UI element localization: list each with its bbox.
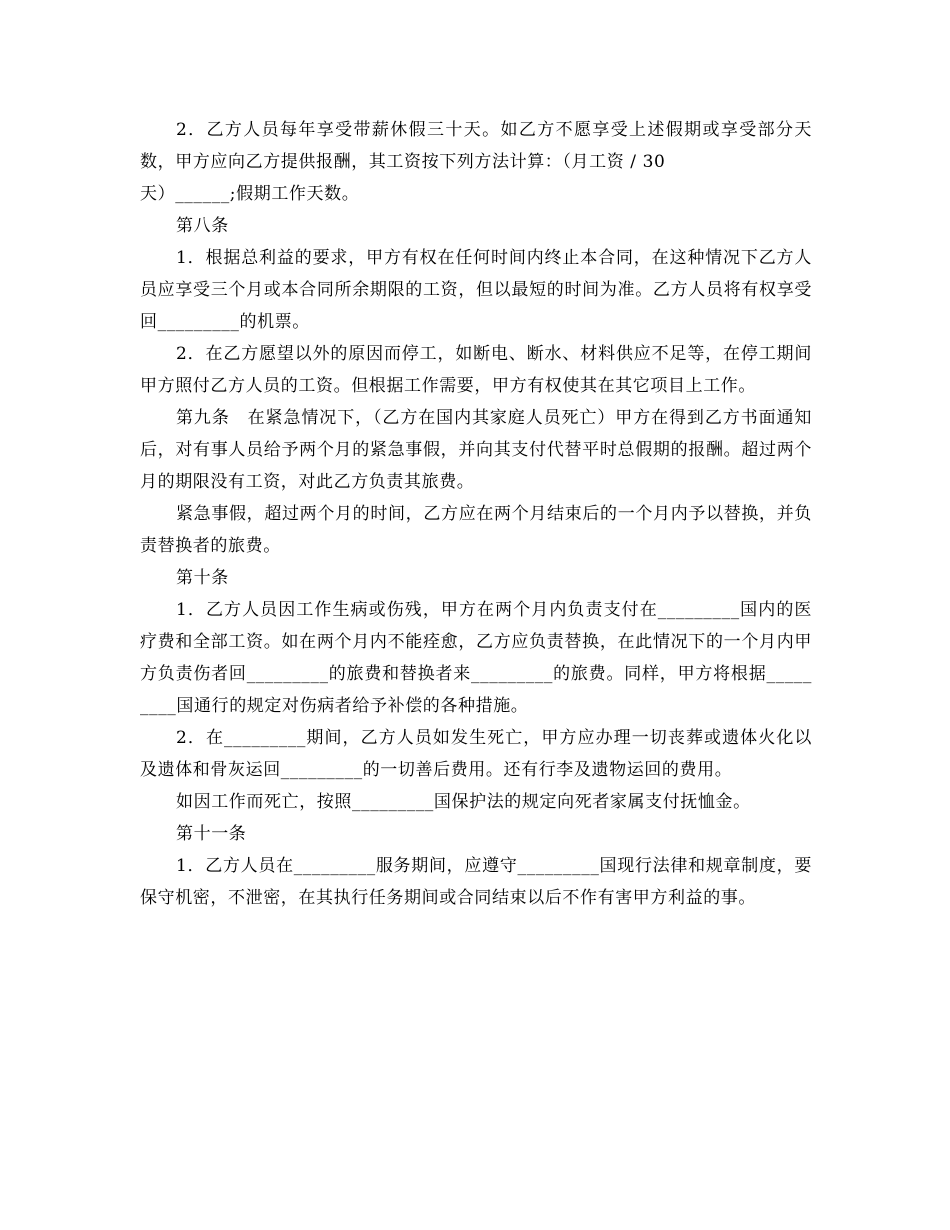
paragraph-article10-compensation: 如因工作而死亡，按照_________国保护法的规定向死者家属支付抚恤金。 <box>176 792 751 812</box>
document-body <box>140 114 812 914</box>
paragraph-article9: 第九条 在紧急情况下，（乙方在国内其家庭人员死亡）甲方在得到乙方书面通知后，对有事人员给予两个月的紧急事假，并向其支付代替平时总假期的报酬。超过两个月的期限没有工资，对此乙方负责其旅费。 <box>140 408 812 492</box>
paragraph-article10-item1: 1．乙方人员因工作生病或伤残，甲方在两个月内负责支付在_________国内的医疗费和全部工资。如在两个月内不能痊愈，乙方应负责替换，在此情况下的一个月内甲方负责伤者回_________的旅费和替换者来_________的旅费。同样，甲方将根据_________国通行的规定对伤病者给予补偿的各种措施。 <box>140 600 812 716</box>
paragraph-article8-item1: 1．根据总利益的要求，甲方有权在任何时间内终止本合同，在这种情况下乙方人员应享受三个月或本合同所余期限的工资，但以最短的时间为准。乙方人员将有权享受回_________的机票。 <box>140 248 812 332</box>
article11-heading: 第十一条 <box>176 824 247 844</box>
article10-heading: 第十条 <box>176 568 229 588</box>
paragraph-article11-item1: 1．乙方人员在_________服务期间，应遵守_________国现行法律和规章制度，要保守机密，不泄密，在其执行任务期间或合同结束以后不作有害甲方利益的事。 <box>140 856 812 908</box>
paragraph-article10-item2: 2．在_________期间，乙方人员如发生死亡，甲方应办理一切丧葬或遗体火化以及遗体和骨灰运回_________的一切善后费用。还有行李及遗物运回的费用。 <box>140 728 812 780</box>
paragraph-article8-item2: 2．在乙方愿望以外的原因而停工，如断电、断水、材料供应不足等，在停工期间甲方照付乙方人员的工资。但根据工作需要，甲方有权使其在其它项目上工作。 <box>140 344 812 396</box>
article8-heading: 第八条 <box>176 216 229 236</box>
paragraph-article7-item2: 2．乙方人员每年享受带薪休假三十天。如乙方不愿享受上述假期或享受部分天数，甲方应向乙方提供报酬，其工资按下列方法计算：（月工资 / 30 天）______;假期工作天数。 <box>140 120 812 204</box>
paragraph-article9-emergency-leave: 紧急事假，超过两个月的时间，乙方应在两个月结束后的一个月内予以替换，并负责替换者的旅费。 <box>140 504 812 556</box>
